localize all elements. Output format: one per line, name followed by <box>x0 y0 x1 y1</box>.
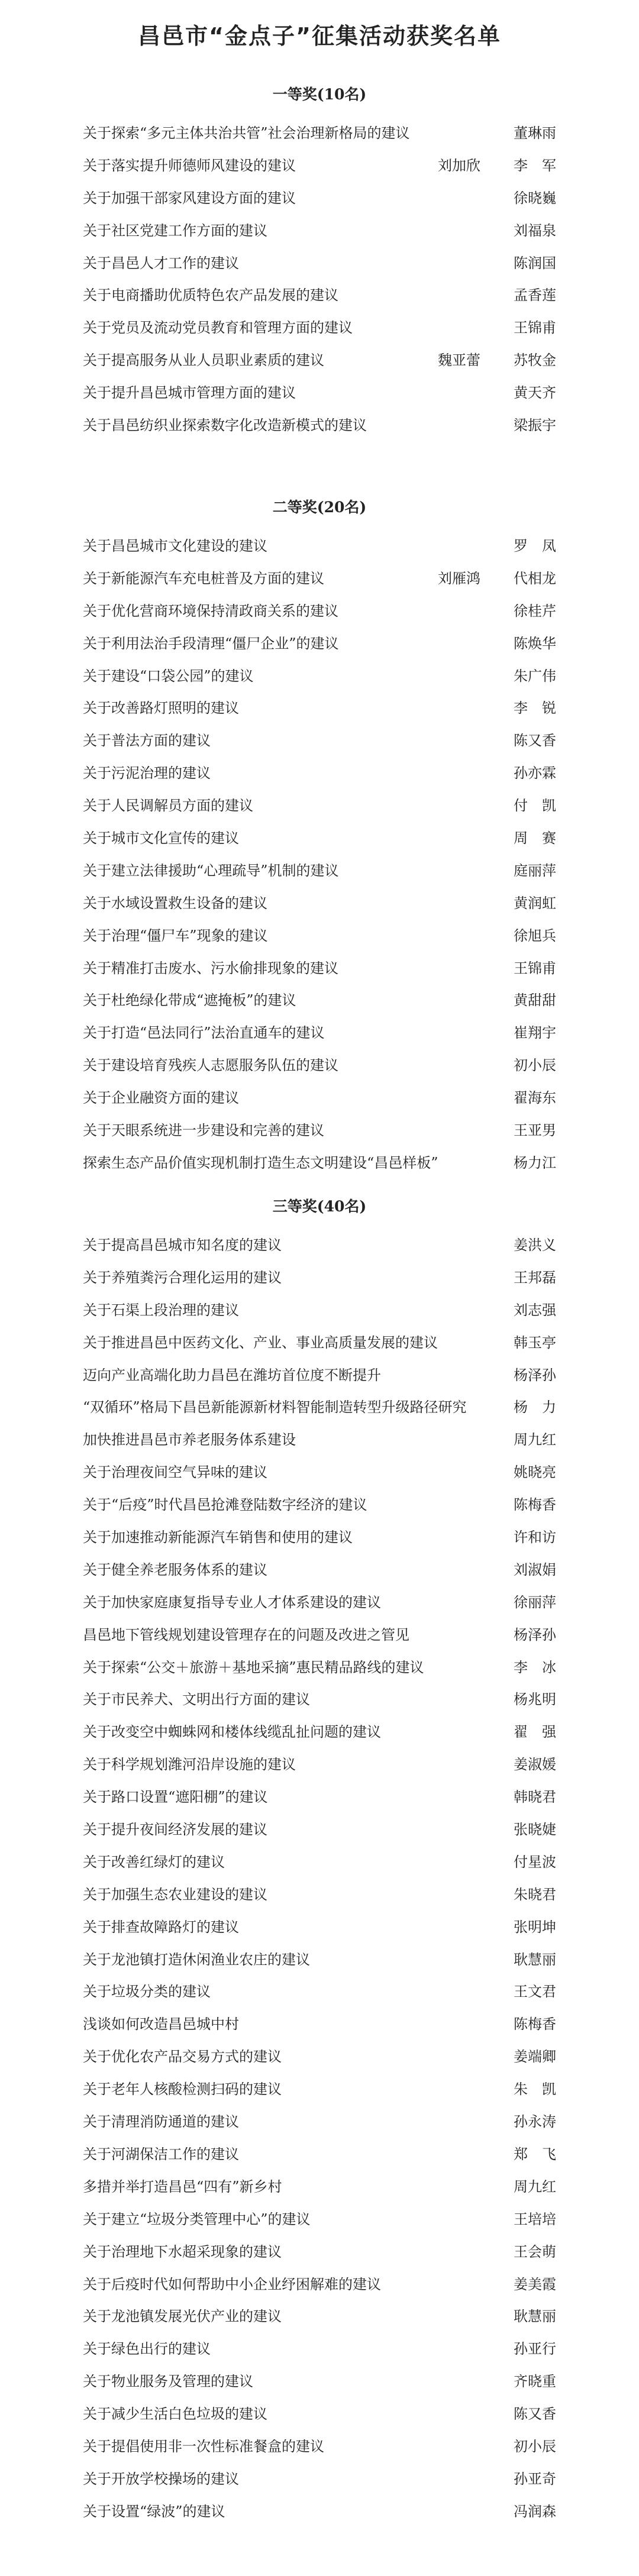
suggestion-title: 浅谈如何改造昌邑城中村 <box>83 2016 239 2033</box>
suggestion-title: 关于社区党建工作方面的建议 <box>83 222 267 239</box>
suggestion-title: 关于建设“口袋公园”的建议 <box>83 667 254 684</box>
list-item <box>83 1814 556 1846</box>
list-item <box>83 790 556 822</box>
author-name: 孙亚奇 <box>514 2470 556 2487</box>
author-name: 周九红 <box>514 1431 556 1449</box>
suggestion-title: 关于提升昌邑城市管理方面的建议 <box>83 384 296 402</box>
author-name: 陈梅香 <box>514 1497 556 1514</box>
suggestion-title: 关于普法方面的建议 <box>83 732 211 749</box>
suggestion-title: 多措并举打造昌邑“四有”新乡村 <box>83 2178 282 2195</box>
list-item <box>83 409 556 442</box>
author-name: 王锦甫 <box>514 319 556 337</box>
list-item <box>83 530 556 563</box>
first-prize-section <box>83 83 556 442</box>
suggestion-title: 关于人民调解员方面的建议 <box>83 797 253 815</box>
suggestion-title: 关于打造“邑法同行”法治直通车的建议 <box>83 1024 325 1042</box>
suggestion-title: 关于昌邑人才工作的建议 <box>83 254 239 272</box>
list-item <box>83 215 556 247</box>
suggestion-title: 关于党员及流动党员教育和管理方面的建议 <box>83 319 353 337</box>
suggestion-title: 关于加速推动新能源汽车销售和使用的建议 <box>83 1529 353 1546</box>
suggestion-title: 关于推进昌邑中医药文化、产业、事业高质量发展的建议 <box>83 1334 438 1351</box>
list-item <box>83 757 556 790</box>
section-heading: 一等奖(10名) <box>272 86 367 103</box>
author-name: 王邦磊 <box>514 1269 556 1286</box>
suggestion-title: 关于治理“僵尸车”现象的建议 <box>83 927 268 944</box>
list-item <box>83 1976 556 2008</box>
list-item <box>83 563 556 595</box>
suggestion-title: 关于治理地下水超采现象的建议 <box>83 2243 282 2260</box>
list-item <box>83 279 556 312</box>
suggestion-title: 关于科学规划潍河沿岸设施的建议 <box>83 1756 296 1773</box>
list-item <box>83 2398 556 2430</box>
author-name: 杨 力 <box>514 1399 556 1416</box>
author-name: 刘福泉 <box>514 222 556 239</box>
suggestion-title: 昌邑地下管线规划建设管理存在的问题及改进之管见 <box>83 1626 409 1643</box>
suggestion-title: “双循环”格局下昌邑新能源新材料智能制造转型升级路径研究 <box>83 1399 467 1416</box>
author-name: 罗 凤 <box>514 538 556 554</box>
suggestion-title: 关于市民养犬、文明出行方面的建议 <box>83 1691 310 1708</box>
suggestion-title: 关于探索“公交＋旅游＋基地采摘”惠民精品路线的建议 <box>83 1659 424 1676</box>
list-item <box>83 1651 556 1684</box>
author-name: 陈焕华 <box>514 635 556 652</box>
author-name: 徐丽萍 <box>514 1594 556 1611</box>
suggestion-title: 关于河湖保洁工作的建议 <box>83 2145 239 2163</box>
suggestion-title: 加快推进昌邑市养老服务体系建设 <box>83 1431 296 1449</box>
author-name: 陈润国 <box>514 254 556 272</box>
author-name: 姚晓亮 <box>514 1464 556 1481</box>
list-item <box>83 1748 556 1781</box>
suggestion-title: 关于优化营商环境保持清政商关系的建议 <box>83 602 338 619</box>
list-item <box>83 1489 556 1521</box>
suggestion-title: 关于排查故障路灯的建议 <box>83 1918 239 1935</box>
suggestion-title: 探索生态产品价值实现机制打造生态文明建设“昌邑样板” <box>83 1154 438 1171</box>
author-name: 张晓婕 <box>514 1821 556 1838</box>
list-item <box>83 822 556 855</box>
list-item <box>83 1327 556 1359</box>
author-name: 庭丽萍 <box>514 862 556 879</box>
suggestion-title: 关于城市文化宣传的建议 <box>83 830 239 847</box>
suggestion-title: 关于“后疫”时代昌邑抢滩登陆数字经济的建议 <box>83 1497 367 1514</box>
suggestion-title: 关于天眼系统进一步建设和完善的建议 <box>83 1122 324 1139</box>
author-name: 周九红 <box>514 2178 556 2195</box>
author-name: 姜端卿 <box>514 2048 556 2066</box>
list-item <box>83 1879 556 1911</box>
list-item <box>83 312 556 344</box>
author-name: 董琳雨 <box>514 125 556 141</box>
list-item <box>83 1262 556 1294</box>
suggestion-title: 关于加强干部家风建设方面的建议 <box>83 189 296 206</box>
list-item <box>83 2138 556 2171</box>
author-name: 杨泽孙 <box>514 1626 556 1643</box>
suggestion-title: 关于开放学校操场的建议 <box>83 2470 239 2487</box>
co-author-name: 刘加欣 <box>438 157 480 174</box>
suggestion-title: 关于加快家庭康复指导专业人才体系建设的建议 <box>83 1594 381 1611</box>
author-name: 孙永涛 <box>514 2113 556 2131</box>
suggestion-title: 关于绿色出行的建议 <box>83 2341 211 2358</box>
list-item <box>83 1424 556 1456</box>
list-item <box>83 1456 556 1489</box>
author-name: 韩玉亭 <box>514 1334 556 1351</box>
author-name: 刘志强 <box>514 1301 556 1318</box>
author-name: 杨泽孙 <box>514 1366 556 1384</box>
suggestion-title: 关于优化农产品交易方式的建议 <box>83 2048 282 2066</box>
section-heading: 三等奖(40名) <box>272 1198 367 1215</box>
suggestion-title: 关于利用法治手段清理“僵尸企业”的建议 <box>83 635 339 652</box>
author-name: 初小辰 <box>514 2438 556 2455</box>
suggestion-title: 关于石渠上段治理的建议 <box>83 1301 239 1318</box>
list-item <box>83 1586 556 1619</box>
author-name: 孟香莲 <box>514 287 556 304</box>
list-item <box>83 1082 556 1114</box>
suggestion-title: 关于改善路灯照明的建议 <box>83 700 239 717</box>
author-name: 张明坤 <box>514 1918 556 1935</box>
list-item <box>83 725 556 757</box>
author-name: 初小辰 <box>514 1057 556 1074</box>
author-name: 姜美霞 <box>514 2276 556 2293</box>
author-name: 王锦甫 <box>514 959 556 977</box>
author-name: 郑 飞 <box>514 2145 556 2163</box>
list-item <box>83 1716 556 1748</box>
list-item <box>83 1683 556 1716</box>
author-name: 朱 凯 <box>514 2081 556 2098</box>
author-name: 韩晓君 <box>514 1789 556 1806</box>
author-name: 王培培 <box>514 2210 556 2228</box>
list-item <box>83 2300 556 2333</box>
author-name: 陈梅香 <box>514 2016 556 2033</box>
suggestion-title: 迈向产业高端化助力昌邑在潍坊首位度不断提升 <box>83 1366 381 1384</box>
list-item <box>83 1294 556 1327</box>
author-name: 徐晓巍 <box>514 189 556 206</box>
list-item <box>83 920 556 952</box>
list-item <box>83 2365 556 2398</box>
list-item <box>83 887 556 920</box>
author-name: 李 锐 <box>514 700 556 717</box>
list-item <box>83 2268 556 2301</box>
suggestion-title: 关于物业服务及管理的建议 <box>83 2373 253 2390</box>
suggestion-title: 关于建设培育残疾人志愿服务队伍的建议 <box>83 1057 338 1074</box>
list-item <box>83 2333 556 2365</box>
author-name: 姜洪义 <box>514 1237 556 1253</box>
suggestion-title: 关于探索“多元主体共治共管”社会治理新格局的建议 <box>83 125 410 141</box>
author-name: 孙亦霖 <box>514 765 556 782</box>
list-item <box>83 2236 556 2268</box>
list-item <box>83 595 556 628</box>
suggestion-title: 关于垃圾分类的建议 <box>83 1983 211 2000</box>
author-name: 朱晓君 <box>514 1886 556 1903</box>
list-item <box>83 2430 556 2463</box>
list-item <box>83 117 556 150</box>
list-item <box>83 2008 556 2041</box>
author-name: 徐桂芹 <box>514 602 556 619</box>
suggestion-title: 关于水域设置救生设备的建议 <box>83 894 267 912</box>
suggestion-title: 关于老年人核酸检测扫码的建议 <box>83 2081 282 2098</box>
suggestion-title: 关于设置“绿波”的建议 <box>83 2503 225 2520</box>
author-name: 王亚男 <box>514 1122 556 1139</box>
list-item <box>83 692 556 725</box>
author-name: 孙亚行 <box>514 2341 556 2358</box>
suggestion-title: 关于提升夜间经济发展的建议 <box>83 1821 267 1838</box>
author-name: 杨力江 <box>514 1154 556 1171</box>
author-name: 姜淑媛 <box>514 1756 556 1773</box>
author-name: 黄天齐 <box>514 384 556 402</box>
suggestion-title: 关于养殖粪污合理化运用的建议 <box>83 1269 282 1286</box>
author-name: 李 军 <box>514 157 556 174</box>
list-item <box>83 182 556 215</box>
suggestion-title: 关于建立“垃圾分类管理中心”的建议 <box>83 2210 311 2228</box>
suggestion-title: 关于健全养老服务体系的建议 <box>83 1561 267 1578</box>
list-item <box>83 2073 556 2106</box>
list-item <box>83 2041 556 2073</box>
author-name: 翟 强 <box>514 1724 556 1741</box>
list-item <box>83 2106 556 2138</box>
author-name: 耿慧丽 <box>514 2308 556 2325</box>
suggestion-title: 关于减少生活白色垃圾的建议 <box>83 2406 267 2423</box>
author-name: 翟海东 <box>514 1090 556 1107</box>
suggestion-title: 关于提高昌邑城市知名度的建议 <box>83 1237 282 1253</box>
list-item <box>83 1911 556 1944</box>
suggestion-title: 关于改变空中蜘蛛网和楼体线缆乱扯问题的建议 <box>83 1724 381 1741</box>
author-name: 黄甜甜 <box>514 992 556 1009</box>
list-item <box>83 2463 556 2496</box>
author-name: 陈又香 <box>514 2406 556 2423</box>
suggestion-title: 关于落实提升师德师风建设的建议 <box>83 157 296 174</box>
list-item <box>83 1049 556 1082</box>
list-item <box>83 1781 556 1814</box>
author-name: 李 冰 <box>514 1659 556 1676</box>
list-item <box>83 1147 556 1179</box>
list-item <box>83 2171 556 2203</box>
list-item <box>83 1359 556 1392</box>
section-heading: 二等奖(20名) <box>272 499 367 516</box>
list-item <box>83 1944 556 1976</box>
author-name: 许和访 <box>514 1529 556 1546</box>
co-author-name: 刘雁鸿 <box>438 570 480 587</box>
co-author-name: 魏亚蕾 <box>438 352 480 369</box>
list-item <box>83 344 556 377</box>
list-item <box>83 984 556 1017</box>
suggestion-title: 关于提高服务从业人员职业素质的建议 <box>83 352 324 369</box>
third-prize-section <box>83 1195 556 2528</box>
list-item <box>83 377 556 409</box>
suggestion-title: 关于昌邑纺织业探索数字化改造新模式的建议 <box>83 417 367 434</box>
list-item <box>83 1846 556 1879</box>
author-name: 王会萌 <box>514 2243 556 2260</box>
author-name: 付星波 <box>514 1853 556 1870</box>
list-item <box>83 2203 556 2236</box>
list-item <box>83 2496 556 2528</box>
suggestion-title: 关于杜绝绿化带成“遮掩板”的建议 <box>83 992 296 1009</box>
suggestion-title: 关于后疫时代如何帮助中小企业纾困解难的建议 <box>83 2276 381 2293</box>
list-item <box>83 855 556 887</box>
author-name: 王文君 <box>514 1983 556 2000</box>
author-name: 杨兆明 <box>514 1691 556 1708</box>
suggestion-title: 关于改善红绿灯的建议 <box>83 1853 225 1870</box>
author-name: 陈又香 <box>514 732 556 749</box>
suggestion-title: 关于龙池镇发展光伏产业的建议 <box>83 2308 282 2325</box>
list-item <box>83 247 556 280</box>
author-name: 耿慧丽 <box>514 1951 556 1968</box>
list-item <box>83 1114 556 1147</box>
suggestion-title: 关于清理消防通道的建议 <box>83 2113 239 2131</box>
suggestion-title: 关于加强生态农业建设的建议 <box>83 1886 267 1903</box>
second-prize-section <box>83 496 556 1179</box>
author-name: 梁振宇 <box>514 417 556 434</box>
suggestion-title: 关于治理夜间空气异味的建议 <box>83 1464 267 1481</box>
suggestion-title: 关于建立法律援助“心理疏导”机制的建议 <box>83 862 339 879</box>
list-item <box>83 1619 556 1651</box>
author-name: 刘淑娟 <box>514 1561 556 1578</box>
author-name: 齐晓重 <box>514 2373 556 2390</box>
suggestion-title: 关于路口设置“遮阳棚”的建议 <box>83 1789 268 1806</box>
list-item <box>83 628 556 660</box>
list-item <box>83 1229 556 1262</box>
author-name: 代相龙 <box>514 570 556 587</box>
suggestion-title: 关于污泥治理的建议 <box>83 765 211 782</box>
author-name: 黄润虹 <box>514 894 556 912</box>
suggestion-title: 关于企业融资方面的建议 <box>83 1090 239 1107</box>
author-name: 朱广伟 <box>514 667 556 684</box>
suggestion-title: 关于龙池镇打造休闲渔业农庄的建议 <box>83 1951 310 1968</box>
author-name: 付 凯 <box>514 797 556 815</box>
author-name: 崔翔宇 <box>514 1024 556 1042</box>
list-item <box>83 952 556 985</box>
suggestion-title: 关于昌邑城市文化建设的建议 <box>83 538 267 554</box>
author-name: 周 赛 <box>514 830 556 847</box>
author-name: 徐旭兵 <box>514 927 556 944</box>
suggestion-title: 关于新能源汽车充电桩普及方面的建议 <box>83 570 324 587</box>
list-item <box>83 1521 556 1554</box>
suggestion-title: 关于提倡使用非一次性标准餐盒的建议 <box>83 2438 324 2455</box>
author-name: 冯润森 <box>514 2503 556 2520</box>
list-item <box>83 1017 556 1049</box>
author-name: 苏牧金 <box>514 352 556 369</box>
list-item <box>83 150 556 182</box>
page-title: 昌邑市“金点子”征集活动获奖名单 <box>138 23 501 49</box>
list-item <box>83 660 556 693</box>
list-item <box>83 1391 556 1424</box>
suggestion-title: 关于精准打击废水、污水偷排现象的建议 <box>83 959 338 977</box>
suggestion-title: 关于电商播助优质特色农产品发展的建议 <box>83 287 338 304</box>
list-item <box>83 1554 556 1586</box>
